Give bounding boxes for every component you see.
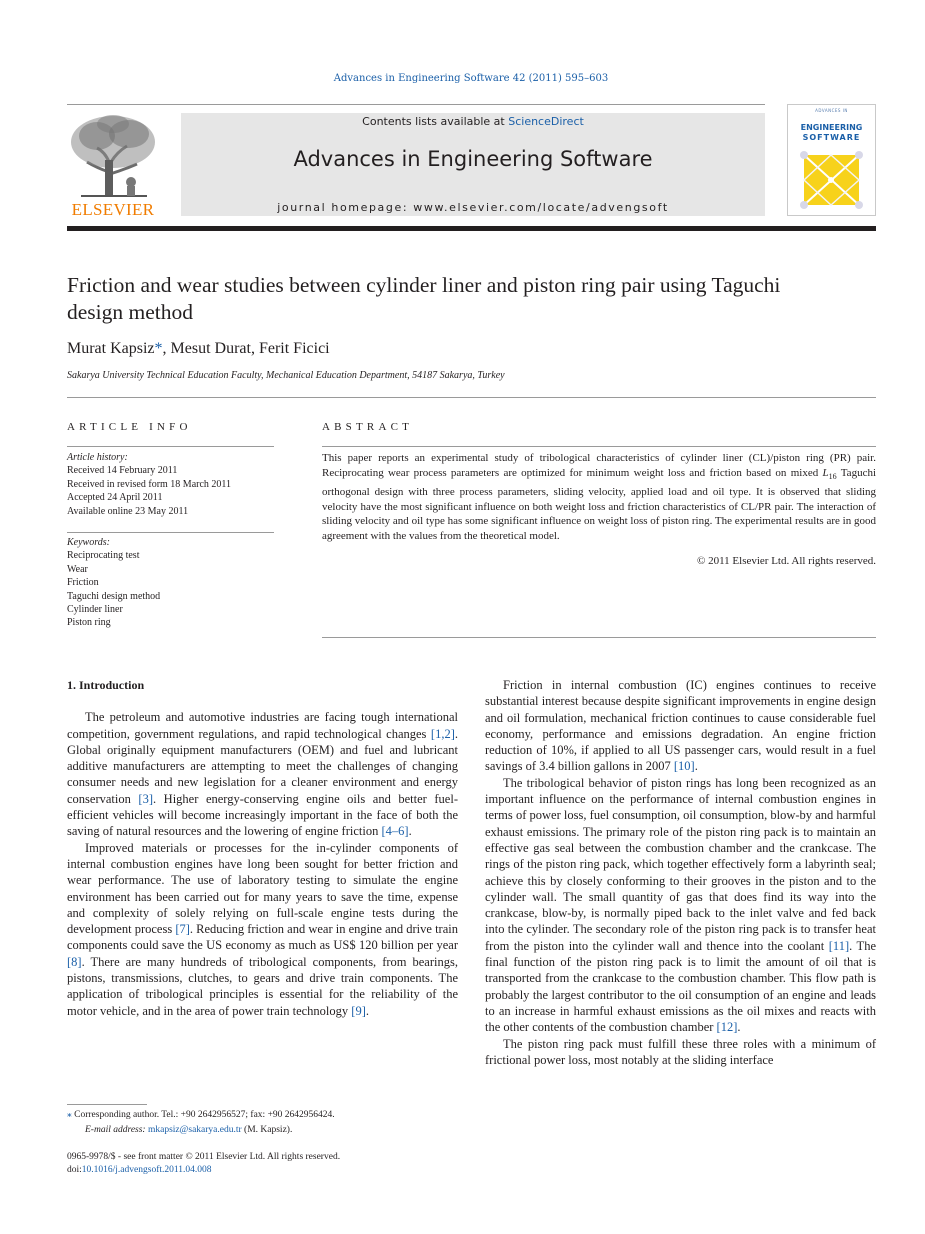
history-item: Available online 23 May 2011 [67,505,189,517]
page-footer [67,1151,340,1177]
abstract-rule [322,446,876,447]
citation-link[interactable]: [8] [67,954,82,969]
paragraph [485,775,876,1036]
corresponding-author-marker[interactable]: * [154,340,163,357]
citation-link[interactable]: [1,2] [430,726,455,741]
section-rule [67,397,876,398]
cover-title-line2: SOFTWARE [802,133,861,142]
text-span: Improved materials or processes for the in-cylinder components of internal combustion engines have long been sought for better friction and wear performance. The use of laboratory testing to simulate the engine environment has been carried out for many years to save the time, expense and complexity of solely relying on full-scale engine tests during the development process [67,840,458,937]
keyword-item: Friction [67,577,99,589]
footnote-rule [67,1104,147,1105]
citation-link[interactable]: [4–6] [381,824,409,839]
abstract-part-a: This paper reports an experimental study of tribological characteristics of cylinder liner (CL)/piston ring (PR) pair. Reciprocating wear process parameters are optimized for minimum weight loss and friction based on mixed [322,452,876,479]
text-span: Corresponding author. Tel.: +90 2642956527; fax: +90 2642956424. [71,1110,335,1120]
tree-icon [67,112,159,198]
affiliation: Sakarya University Technical Education Faculty, Mechanical Education Department, 54187 Sakarya, Turkey [67,370,505,381]
email-suffix: (M. Kapsiz). [241,1124,293,1135]
text-span: . [365,1003,369,1018]
citation-link[interactable]: [7] [175,922,190,937]
body-column-right [485,677,876,1068]
citation-link[interactable]: [9] [351,1003,366,1018]
corresponding-author-note [67,1108,335,1123]
citation-link[interactable]: [3] [138,791,153,806]
authors-rest: , Mesut Durat, Ferit Ficici [162,340,330,357]
paragraph [485,677,876,775]
text-span: . [408,824,412,839]
cover-art-icon [796,149,867,211]
sciencedirect-link[interactable]: ScienceDirect [508,115,584,128]
abstract-copyright: © 2011 Elsevier Ltd. All rights reserved. [696,555,876,567]
citation-link[interactable]: [11] [828,938,850,953]
keyword-item: Piston ring [67,617,111,629]
issn-line: 0965-9978/$ - see front matter © 2011 Elsevier Ltd. All rights reserved. [67,1152,341,1162]
abstract-part-b: Taguchi orthogonal design with three process parameters, sliding velocity, applied load and oil type. It is observed that sliding velocity have the most significant influence on both weight loss and friction characteristics of CL/PR pair. The interaction of sliding velocity and oil type has some significant influence on weight loss of piston ring. The experimental results are in good agreement with the values from the theoretical model. [322,466,877,543]
keywords-label: Keywords: [67,537,110,548]
author-kapsiz[interactable]: Murat Kapsiz [67,340,155,357]
text-span: . [694,759,698,774]
text-span: . Reducing friction and wear in engine and drive train components could save the US economy as much as US$ 120 billion per year [67,922,458,953]
journal-citation[interactable]: Advances in Engineering Software 42 (2011) 595–603 [333,73,609,84]
history-item: Received 14 February 2011 [67,465,178,477]
text-span: . Higher energy-conserving engine oils and better fuel-efficient vehicles will become increasingly important in the face of both the saving of natural resources and the lowering of engine friction [67,791,458,839]
abstract-heading: ABSTRACT [322,421,414,433]
keyword-item: Taguchi design method [67,590,161,602]
journal-cover-thumbnail[interactable] [787,104,876,216]
article-info-rule [67,446,274,447]
header-rule-thick [67,226,876,231]
text-span: . Global originally equipment manufacturers (OEM) and fuel and lubricant additive manufacturers are attempting to meet the challenges of changing consumer needs and new legislation for a cleaner environment and energy conservation [67,726,458,806]
cover-title-line1: ENGINEERING [800,123,863,132]
journal-title: Advances in Engineering Software [293,147,653,171]
paragraph [67,840,458,1019]
l-subscript: 16 [828,471,837,481]
email-line [67,1123,335,1138]
keyword-item: Wear [67,563,88,575]
header-rule [67,104,765,105]
text-span: The petroleum and automotive industries are facing tough international competition, government regulations, and rapid technological changes [67,710,458,741]
abstract-text [322,451,876,544]
history-item: Accepted 24 April 2011 [67,492,163,504]
elsevier-wordmark[interactable]: ELSEVIER [71,200,155,219]
keyword-item: Reciprocating test [67,550,140,562]
paragraph: The piston ring pack must fulfill these three roles with a minimum of frictional power loss, most notably at the sliding interface [485,1036,876,1067]
email-link[interactable]: mkapsiz@sakarya.edu.tr [147,1124,242,1135]
article-info-heading: ARTICLE INFO [67,421,192,433]
footnote-marker: ⁎ [67,1110,72,1120]
footnote [67,1108,335,1137]
l-symbol: L [822,466,829,479]
article-title: Friction and wear studies between cylinder liner and piston ring pair using Taguchi design method [67,273,781,324]
article-history [67,451,277,518]
email-label: E-mail address: [85,1124,148,1135]
text-span: . There are many hundreds of tribological components, from bearings, pistons, transmissions, clutches, to gears and drive train components. The application of tribological principles is essential for the reliability of the motor vehicle, and in the area of power train technology [67,954,458,1018]
text-span: The tribological behavior of piston rings has long been recognized as an important influence on the performance of internal combustion engines in terms of power loss, fuel consumption, oil consumption, blow-by and harmful exhaust emissions. The primary role of the piston ring pack is to maintain an effective gas seal between the combustion chamber and the crankcase. The rings of the piston ring pack, which together effectively form a labyrinth seal; achieve this by closely conforming to their grooves in the piston and to the cylinder wall. The small quantity of gas that does find its way into the crankcase, blow-by, is normally piped back to the inlet valve and fed back into the cylinder. The secondary role of the piston ring pack is to transfer heat from the piston into the cylinder wall and thence into the coolant [485,775,876,953]
doi-line [67,1164,340,1177]
cover-small-text: ADVANCES IN [815,108,848,113]
keyword-item: Cylinder liner [67,604,123,616]
doi-link[interactable]: 10.1016/j.advengsoft.2011.04.008 [81,1165,212,1175]
body-column-left [67,677,458,1019]
text-span: . The final function of the piston ring pack is to limit the amount of oil that is transported from the crankcase to the combustion chamber. This flow path is probably the largest contributor to the oil consumption of an engine and leads to an increase in harmful exhaust emissions as the oil mixes and reacts with the other contents of the combustion chamber [485,938,876,1035]
history-item: Received in revised form 18 March 2011 [67,478,232,490]
keywords [67,536,277,630]
text-span: . [737,1020,741,1035]
history-label: Article history: [67,452,128,463]
contents-line [181,115,765,128]
cover-graphic [796,149,867,211]
introduction-heading: 1. Introduction [67,678,145,692]
text-span: Friction in internal combustion (IC) engines continues to receive substantial interest because despite significant improvements in engine design and oil formulation, mechanical friction continues to cause considerable fuel economy, performance and emissions degradation. An engine friction reduction of 10%, if applied to all US passenger cars, would result in a fuel savings of 3.4 billion gallons in 2007 [485,678,876,774]
citation-link[interactable]: [12] [716,1020,738,1035]
doi-label: doi: [67,1165,82,1175]
abstract-end-rule [322,637,876,638]
paragraph [67,709,458,839]
keywords-rule [67,532,274,533]
journal-homepage[interactable]: journal homepage: www.elsevier.com/locate/advengsoft [277,201,669,214]
contents-prefix: Contents lists available at [362,115,509,128]
authors [67,340,330,358]
citation-link[interactable]: [10] [673,759,695,774]
